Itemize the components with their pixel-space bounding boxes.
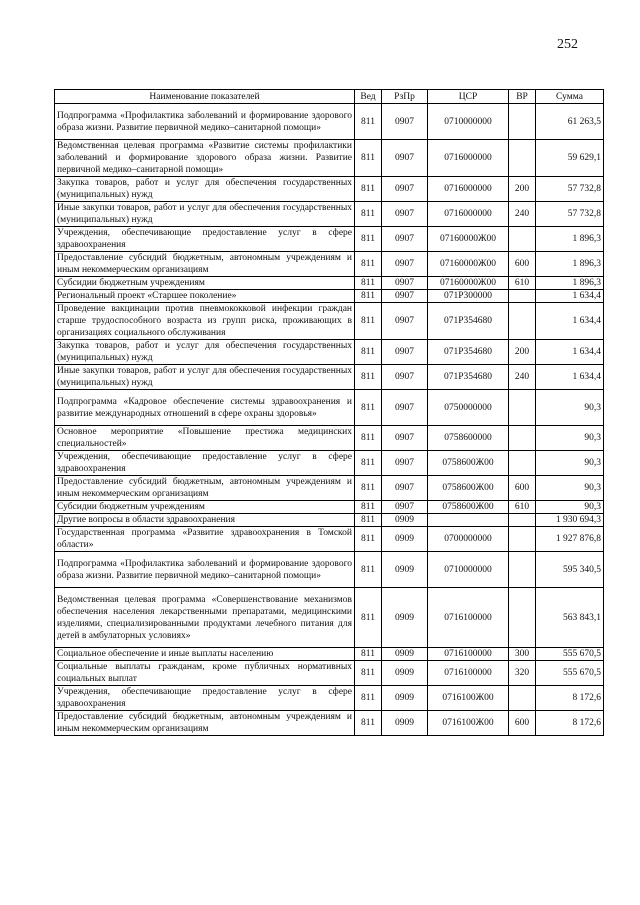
cell-sum: 563 843,1	[536, 588, 604, 648]
cell-sum: 1 634,4	[536, 365, 604, 390]
cell-rzpr: 0909	[382, 648, 428, 661]
cell-rzpr: 0907	[382, 202, 428, 227]
cell-rzpr: 0907	[382, 252, 428, 277]
cell-csr: 0710000000	[428, 104, 509, 140]
cell-vr: 320	[509, 661, 536, 686]
cell-rzpr: 0907	[382, 365, 428, 390]
cell-csr: 07160000Ж00	[428, 277, 509, 290]
cell-sum: 1 930 694,3	[536, 514, 604, 527]
cell-ved: 811	[355, 588, 382, 648]
cell-ved: 811	[355, 451, 382, 476]
cell-ved: 811	[355, 290, 382, 303]
cell-name: Иные закупки товаров, работ и услуг для обеспечения государственных (муниципальных) нужд	[55, 365, 355, 390]
table-row	[55, 686, 604, 711]
cell-csr: 0758600Ж00	[428, 501, 509, 514]
cell-name: Предоставление субсидий бюджетным, автономным учреждениям и иным некоммерческим организациям	[55, 476, 355, 501]
cell-rzpr: 0907	[382, 177, 428, 202]
table-row	[55, 390, 604, 426]
cell-sum: 90,3	[536, 501, 604, 514]
page-number: 252	[557, 37, 578, 52]
cell-ved: 811	[355, 202, 382, 227]
cell-vr	[509, 514, 536, 527]
cell-vr	[509, 426, 536, 451]
cell-name: Закупка товаров, работ и услуг для обеспечения государственных (муниципальных) нужд	[55, 177, 355, 202]
cell-name: Социальное обеспечение и иные выплаты населению	[55, 648, 355, 661]
cell-csr: 0758600Ж00	[428, 451, 509, 476]
cell-ved: 811	[355, 527, 382, 552]
cell-csr: 0700000000	[428, 527, 509, 552]
table-row	[55, 552, 604, 588]
cell-ved: 811	[355, 303, 382, 340]
table-row	[55, 104, 604, 140]
cell-vr: 600	[509, 476, 536, 501]
cell-name: Учреждения, обеспечивающие предоставление услуг в сфере здравоохранения	[55, 686, 355, 711]
cell-sum: 1 634,4	[536, 303, 604, 340]
header-ved: Вед	[355, 90, 382, 104]
cell-vr	[509, 390, 536, 426]
table-row	[55, 140, 604, 177]
cell-ved: 811	[355, 711, 382, 736]
table-row	[55, 303, 604, 340]
cell-sum: 1 896,3	[536, 227, 604, 252]
cell-sum: 61 263,5	[536, 104, 604, 140]
cell-ved: 811	[355, 227, 382, 252]
cell-vr	[509, 227, 536, 252]
cell-ved: 811	[355, 177, 382, 202]
cell-name: Государственная программа «Развитие здравоохранения в Томской области»	[55, 527, 355, 552]
cell-rzpr: 0907	[382, 451, 428, 476]
cell-csr: 0716100000	[428, 661, 509, 686]
cell-name: Учреждения, обеспечивающие предоставление услуг в сфере здравоохранения	[55, 451, 355, 476]
cell-ved: 811	[355, 365, 382, 390]
cell-csr: 0716100Ж00	[428, 711, 509, 736]
cell-csr: 0750000000	[428, 390, 509, 426]
cell-sum: 90,3	[536, 390, 604, 426]
cell-name: Региональный проект «Старшее поколение»	[55, 290, 355, 303]
cell-rzpr: 0907	[382, 290, 428, 303]
cell-rzpr: 0909	[382, 711, 428, 736]
cell-sum: 59 629,1	[536, 140, 604, 177]
cell-sum: 555 670,5	[536, 661, 604, 686]
cell-vr: 610	[509, 277, 536, 290]
cell-ved: 811	[355, 140, 382, 177]
cell-ved: 811	[355, 514, 382, 527]
cell-csr: 0716000000	[428, 177, 509, 202]
cell-name: Предоставление субсидий бюджетным, автономным учреждениям и иным некоммерческим организациям	[55, 711, 355, 736]
cell-csr: 0716100Ж00	[428, 686, 509, 711]
cell-ved: 811	[355, 552, 382, 588]
header-csr: ЦСР	[428, 90, 509, 104]
cell-rzpr: 0907	[382, 501, 428, 514]
budget-table	[54, 89, 604, 736]
cell-name: Ведомственная целевая программа «Развитие системы профилактики заболеваний и формирование здорового образа жизни. Развитие первичной медико–санитарной помощи»	[55, 140, 355, 177]
cell-name: Субсидии бюджетным учреждениям	[55, 277, 355, 290]
cell-sum: 1 634,4	[536, 290, 604, 303]
cell-ved: 811	[355, 277, 382, 290]
cell-name: Учреждения, обеспечивающие предоставление услуг в сфере здравоохранения	[55, 227, 355, 252]
header-vr: ВР	[509, 90, 536, 104]
cell-ved: 811	[355, 686, 382, 711]
cell-vr: 600	[509, 252, 536, 277]
cell-ved: 811	[355, 390, 382, 426]
cell-rzpr: 0907	[382, 340, 428, 365]
cell-name: Социальные выплаты гражданам, кроме публичных нормативных социальных выплат	[55, 661, 355, 686]
cell-csr	[428, 514, 509, 527]
cell-rzpr: 0907	[382, 390, 428, 426]
cell-rzpr: 0907	[382, 476, 428, 501]
table-row	[55, 648, 604, 661]
cell-ved: 811	[355, 340, 382, 365]
cell-csr: 0758600Ж00	[428, 476, 509, 501]
cell-name: Иные закупки товаров, работ и услуг для обеспечения государственных (муниципальных) нужд	[55, 202, 355, 227]
cell-ved: 811	[355, 661, 382, 686]
table-row	[55, 365, 604, 390]
cell-sum: 8 172,6	[536, 686, 604, 711]
cell-sum: 1 634,4	[536, 340, 604, 365]
cell-ved: 811	[355, 252, 382, 277]
cell-vr	[509, 686, 536, 711]
cell-ved: 811	[355, 426, 382, 451]
cell-sum: 555 670,5	[536, 648, 604, 661]
table-row	[55, 252, 604, 277]
cell-name: Подпрограмма «Профилактика заболеваний и формирование здорового образа жизни. Развитие первичной медико–санитарной помощи»	[55, 552, 355, 588]
table-row	[55, 501, 604, 514]
cell-vr: 200	[509, 177, 536, 202]
cell-csr: 0758600000	[428, 426, 509, 451]
cell-rzpr: 0907	[382, 227, 428, 252]
cell-name: Подпрограмма «Кадровое обеспечение системы здравоохранения и развитие международных отношений в сфере охраны здоровья»	[55, 390, 355, 426]
cell-sum: 57 732,8	[536, 177, 604, 202]
cell-vr: 240	[509, 365, 536, 390]
cell-sum: 1 927 876,8	[536, 527, 604, 552]
cell-rzpr: 0909	[382, 552, 428, 588]
header-name: Наименование показателей	[55, 90, 355, 104]
table-row	[55, 426, 604, 451]
cell-csr: 0716000000	[428, 140, 509, 177]
table-row	[55, 451, 604, 476]
cell-sum: 90,3	[536, 426, 604, 451]
cell-rzpr: 0909	[382, 661, 428, 686]
table-row	[55, 177, 604, 202]
cell-vr	[509, 451, 536, 476]
table-row	[55, 476, 604, 501]
table-row	[55, 514, 604, 527]
table-row	[55, 661, 604, 686]
cell-rzpr: 0909	[382, 527, 428, 552]
cell-vr: 300	[509, 648, 536, 661]
cell-rzpr: 0909	[382, 588, 428, 648]
cell-sum: 90,3	[536, 451, 604, 476]
table-row	[55, 202, 604, 227]
cell-vr	[509, 290, 536, 303]
cell-ved: 811	[355, 104, 382, 140]
cell-name: Закупка товаров, работ и услуг для обеспечения государственных (муниципальных) нужд	[55, 340, 355, 365]
cell-csr: 071P300000	[428, 290, 509, 303]
cell-rzpr: 0909	[382, 686, 428, 711]
header-sum: Сумма	[536, 90, 604, 104]
cell-vr: 600	[509, 711, 536, 736]
cell-rzpr: 0907	[382, 426, 428, 451]
header-rzpr: РзПр	[382, 90, 428, 104]
cell-sum: 8 172,6	[536, 711, 604, 736]
cell-sum: 1 896,3	[536, 277, 604, 290]
cell-rzpr: 0907	[382, 104, 428, 140]
cell-vr	[509, 104, 536, 140]
cell-csr: 0710000000	[428, 552, 509, 588]
cell-vr	[509, 140, 536, 177]
table-row	[55, 527, 604, 552]
cell-vr	[509, 527, 536, 552]
cell-csr: 071P354680	[428, 340, 509, 365]
cell-vr: 200	[509, 340, 536, 365]
cell-sum: 90,3	[536, 476, 604, 501]
cell-name: Другие вопросы в области здравоохранения	[55, 514, 355, 527]
cell-ved: 811	[355, 648, 382, 661]
table-row	[55, 290, 604, 303]
cell-ved: 811	[355, 501, 382, 514]
cell-name: Проведение вакцинации против пневмококковой инфекции граждан старше трудоспособного возраста из групп риска, проживающих в организациях социального обслуживания	[55, 303, 355, 340]
cell-name: Предоставление субсидий бюджетным, автономным учреждениям и иным некоммерческим организациям	[55, 252, 355, 277]
cell-csr: 071P354680	[428, 303, 509, 340]
cell-vr: 240	[509, 202, 536, 227]
table-row	[55, 711, 604, 736]
cell-rzpr: 0907	[382, 303, 428, 340]
cell-csr: 0716000000	[428, 202, 509, 227]
cell-vr	[509, 303, 536, 340]
cell-rzpr: 0909	[382, 514, 428, 527]
cell-rzpr: 0907	[382, 277, 428, 290]
cell-csr: 0716100000	[428, 588, 509, 648]
cell-csr: 0716100000	[428, 648, 509, 661]
cell-vr	[509, 552, 536, 588]
cell-ved: 811	[355, 476, 382, 501]
cell-csr: 07160000Ж00	[428, 252, 509, 277]
table-row	[55, 340, 604, 365]
cell-vr: 610	[509, 501, 536, 514]
cell-sum: 1 896,3	[536, 252, 604, 277]
cell-sum: 595 340,5	[536, 552, 604, 588]
cell-vr	[509, 588, 536, 648]
cell-csr: 07160000Ж00	[428, 227, 509, 252]
cell-name: Субсидии бюджетным учреждениям	[55, 501, 355, 514]
cell-name: Ведомственная целевая программа «Совершенствование механизмов обеспечения населения лекарственными препаратами, медицинскими изделиями, специализированными продуктами лечебного питания для детей в амбулаторных условиях»	[55, 588, 355, 648]
table-header-row	[55, 90, 604, 104]
cell-name: Подпрограмма «Профилактика заболеваний и формирование здорового образа жизни. Развитие первичной медико–санитарной помощи»	[55, 104, 355, 140]
table-row	[55, 227, 604, 252]
table-row	[55, 588, 604, 648]
cell-sum: 57 732,8	[536, 202, 604, 227]
cell-csr: 071P354680	[428, 365, 509, 390]
cell-name: Основное мероприятие «Повышение престижа медицинских специальностей»	[55, 426, 355, 451]
table-row	[55, 277, 604, 290]
cell-rzpr: 0907	[382, 140, 428, 177]
